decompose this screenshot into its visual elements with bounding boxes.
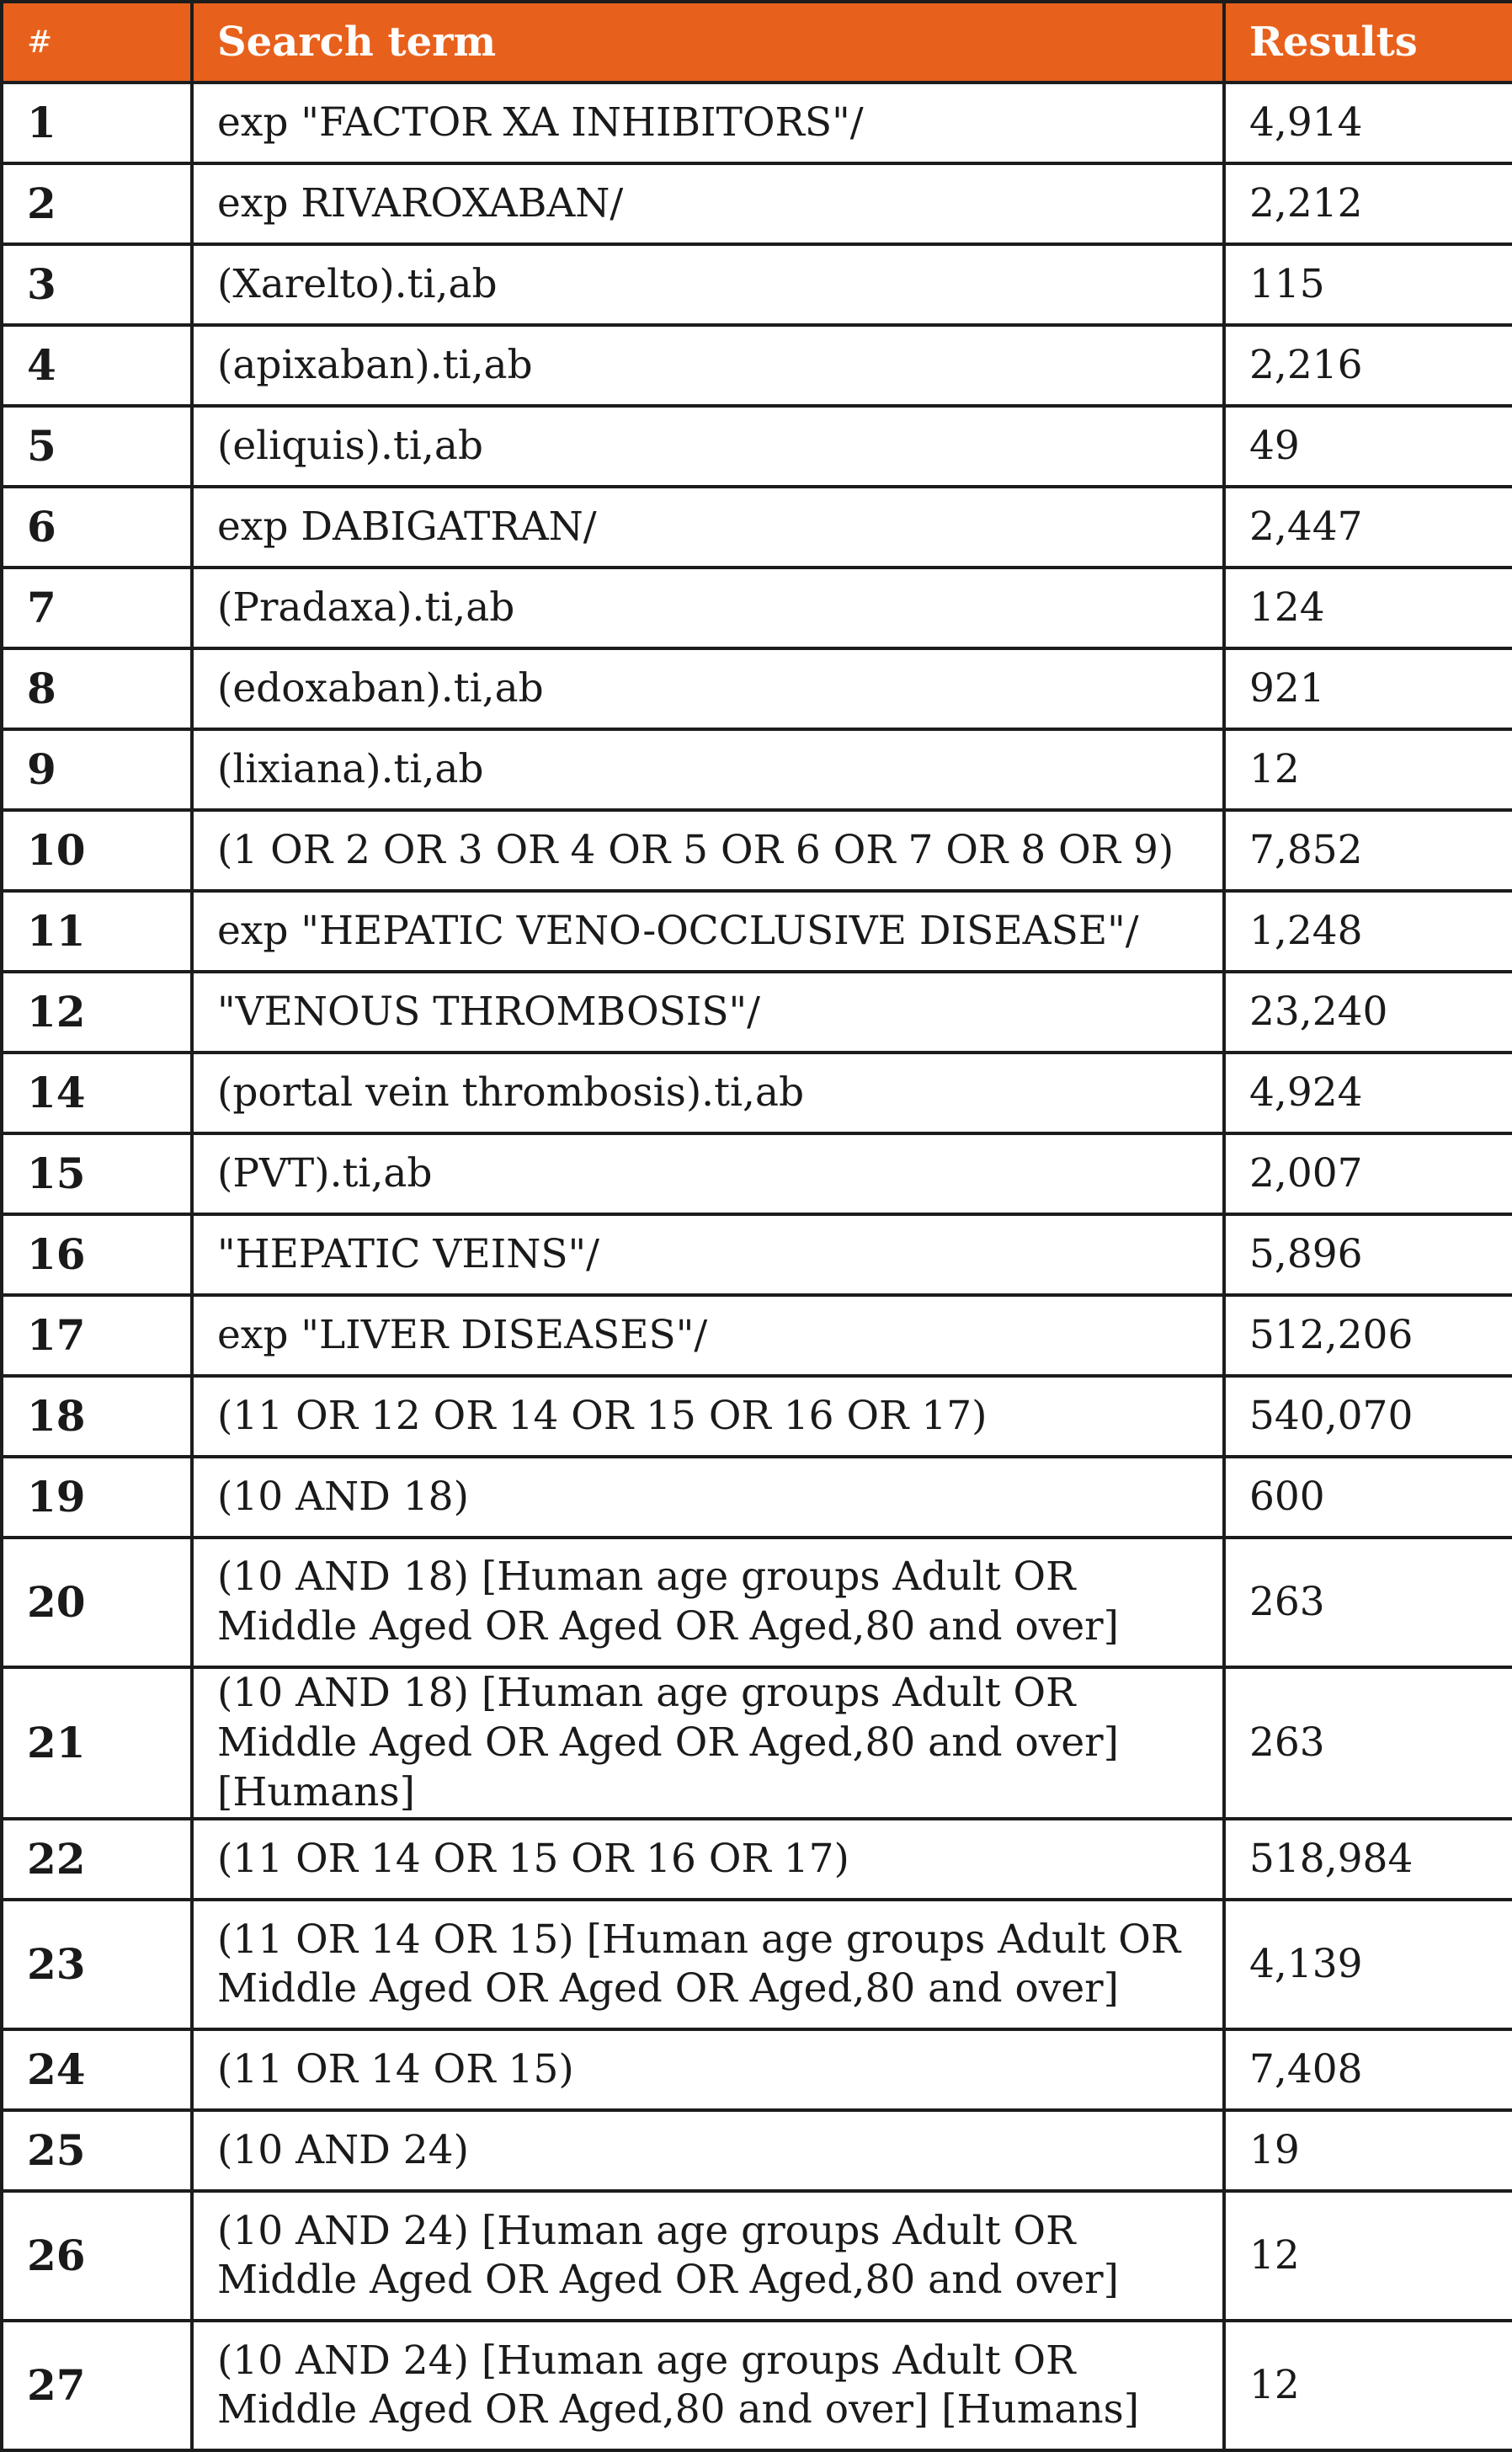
- search-term-cell: (10 AND 18) [Human age groups Adult OR Middle Aged OR Aged OR Aged,80 and over] [Humans]: [192, 1667, 1224, 1819]
- search-term-cell: exp "FACTOR XA INHIBITORS"/: [192, 83, 1224, 163]
- search-term-cell: (PVT).ti,ab: [192, 1133, 1224, 1214]
- table-row: [2, 244, 1512, 325]
- table-row: [2, 2110, 1512, 2191]
- results-cell: 12: [1224, 729, 1512, 810]
- table-row: [2, 2191, 1512, 2321]
- results-cell: 12: [1224, 2321, 1512, 2450]
- results-cell: 2,447: [1224, 487, 1512, 568]
- search-term-cell: (apixaban).ti,ab: [192, 325, 1224, 406]
- search-term-cell: "VENOUS THROMBOSIS"/: [192, 972, 1224, 1053]
- row-number-cell: 3: [2, 244, 192, 325]
- row-number-cell: 17: [2, 1295, 192, 1376]
- results-cell: 4,914: [1224, 83, 1512, 163]
- results-cell: 4,139: [1224, 1900, 1512, 2029]
- table-row: [2, 1295, 1512, 1376]
- table-row: [2, 810, 1512, 891]
- search-term-cell: (1 OR 2 OR 3 OR 4 OR 5 OR 6 OR 7 OR 8 OR 9): [192, 810, 1224, 891]
- search-term-cell: exp RIVAROXABAN/: [192, 163, 1224, 244]
- table-row: [2, 1900, 1512, 2029]
- row-number-cell: 12: [2, 972, 192, 1053]
- row-number-cell: 10: [2, 810, 192, 891]
- results-cell: 263: [1224, 1538, 1512, 1667]
- table-row: [2, 2029, 1512, 2110]
- row-number-cell: 19: [2, 1457, 192, 1538]
- table-row: [2, 1819, 1512, 1900]
- table-header-row: [2, 2, 1512, 83]
- table-row: [2, 729, 1512, 810]
- results-cell: 5,896: [1224, 1214, 1512, 1295]
- search-term-cell: (edoxaban).ti,ab: [192, 648, 1224, 729]
- table-row: [2, 163, 1512, 244]
- row-number-cell: 27: [2, 2321, 192, 2450]
- table-row: [2, 1376, 1512, 1457]
- row-number-cell: 2: [2, 163, 192, 244]
- table-row: [2, 487, 1512, 568]
- table-body: [2, 83, 1512, 2450]
- results-cell: 2,007: [1224, 1133, 1512, 1214]
- table-row: [2, 1214, 1512, 1295]
- row-number-cell: 15: [2, 1133, 192, 1214]
- search-term-cell: exp "LIVER DISEASES"/: [192, 1295, 1224, 1376]
- table-row: [2, 1457, 1512, 1538]
- table-row: [2, 1538, 1512, 1667]
- table-row: [2, 83, 1512, 163]
- results-cell: 12: [1224, 2191, 1512, 2321]
- search-term-cell: exp "HEPATIC VENO-OCCLUSIVE DISEASE"/: [192, 891, 1224, 972]
- table-row: [2, 1133, 1512, 1214]
- row-number-cell: 22: [2, 1819, 192, 1900]
- row-number-cell: 18: [2, 1376, 192, 1457]
- row-number-cell: 6: [2, 487, 192, 568]
- table-row: [2, 891, 1512, 972]
- search-term-cell: (11 OR 12 OR 14 OR 15 OR 16 OR 17): [192, 1376, 1224, 1457]
- results-cell: 2,216: [1224, 325, 1512, 406]
- results-cell: 124: [1224, 568, 1512, 648]
- search-term-cell: (10 AND 18) [Human age groups Adult OR Middle Aged OR Aged OR Aged,80 and over]: [192, 1538, 1224, 1667]
- column-header-search-term: Search term: [192, 2, 1224, 83]
- results-cell: 4,924: [1224, 1053, 1512, 1133]
- results-cell: 512,206: [1224, 1295, 1512, 1376]
- row-number-cell: 7: [2, 568, 192, 648]
- search-term-cell: (11 OR 14 OR 15) [Human age groups Adult OR Middle Aged OR Aged OR Aged,80 and over]: [192, 1900, 1224, 2029]
- search-term-cell: "HEPATIC VEINS"/: [192, 1214, 1224, 1295]
- column-header-number: #: [2, 2, 192, 83]
- row-number-cell: 14: [2, 1053, 192, 1133]
- row-number-cell: 24: [2, 2029, 192, 2110]
- row-number-cell: 11: [2, 891, 192, 972]
- search-term-cell: (portal vein thrombosis).ti,ab: [192, 1053, 1224, 1133]
- table-row: [2, 325, 1512, 406]
- search-term-cell: (Pradaxa).ti,ab: [192, 568, 1224, 648]
- row-number-cell: 23: [2, 1900, 192, 2029]
- table-row: [2, 1053, 1512, 1133]
- results-cell: 921: [1224, 648, 1512, 729]
- results-cell: 540,070: [1224, 1376, 1512, 1457]
- table-row: [2, 648, 1512, 729]
- table-row: [2, 406, 1512, 487]
- search-term-cell: (10 AND 24) [Human age groups Adult OR Middle Aged OR Aged OR Aged,80 and over]: [192, 2191, 1224, 2321]
- results-cell: 49: [1224, 406, 1512, 487]
- results-cell: 1,248: [1224, 891, 1512, 972]
- row-number-cell: 8: [2, 648, 192, 729]
- column-header-results: Results: [1224, 2, 1512, 83]
- search-term-cell: (eliquis).ti,ab: [192, 406, 1224, 487]
- search-term-cell: (Xarelto).ti,ab: [192, 244, 1224, 325]
- results-cell: 7,852: [1224, 810, 1512, 891]
- table-row: [2, 972, 1512, 1053]
- results-cell: 115: [1224, 244, 1512, 325]
- row-number-cell: 9: [2, 729, 192, 810]
- row-number-cell: 21: [2, 1667, 192, 1819]
- row-number-cell: 5: [2, 406, 192, 487]
- row-number-cell: 26: [2, 2191, 192, 2321]
- row-number-cell: 20: [2, 1538, 192, 1667]
- search-term-cell: (10 AND 24): [192, 2110, 1224, 2191]
- table-row: [2, 568, 1512, 648]
- row-number-cell: 1: [2, 83, 192, 163]
- results-cell: 2,212: [1224, 163, 1512, 244]
- results-cell: 518,984: [1224, 1819, 1512, 1900]
- results-cell: 600: [1224, 1457, 1512, 1538]
- search-term-cell: (11 OR 14 OR 15): [192, 2029, 1224, 2110]
- table-row: [2, 2321, 1512, 2450]
- table-row: [2, 1667, 1512, 1819]
- search-term-cell: (10 AND 18): [192, 1457, 1224, 1538]
- results-cell: 19: [1224, 2110, 1512, 2191]
- row-number-cell: 4: [2, 325, 192, 406]
- search-term-cell: exp DABIGATRAN/: [192, 487, 1224, 568]
- row-number-cell: 25: [2, 2110, 192, 2191]
- search-term-cell: (lixiana).ti,ab: [192, 729, 1224, 810]
- results-cell: 263: [1224, 1667, 1512, 1819]
- row-number-cell: 16: [2, 1214, 192, 1295]
- results-cell: 23,240: [1224, 972, 1512, 1053]
- search-term-cell: (11 OR 14 OR 15 OR 16 OR 17): [192, 1819, 1224, 1900]
- search-term-cell: (10 AND 24) [Human age groups Adult OR Middle Aged OR Aged,80 and over] [Humans]: [192, 2321, 1224, 2450]
- results-cell: 7,408: [1224, 2029, 1512, 2110]
